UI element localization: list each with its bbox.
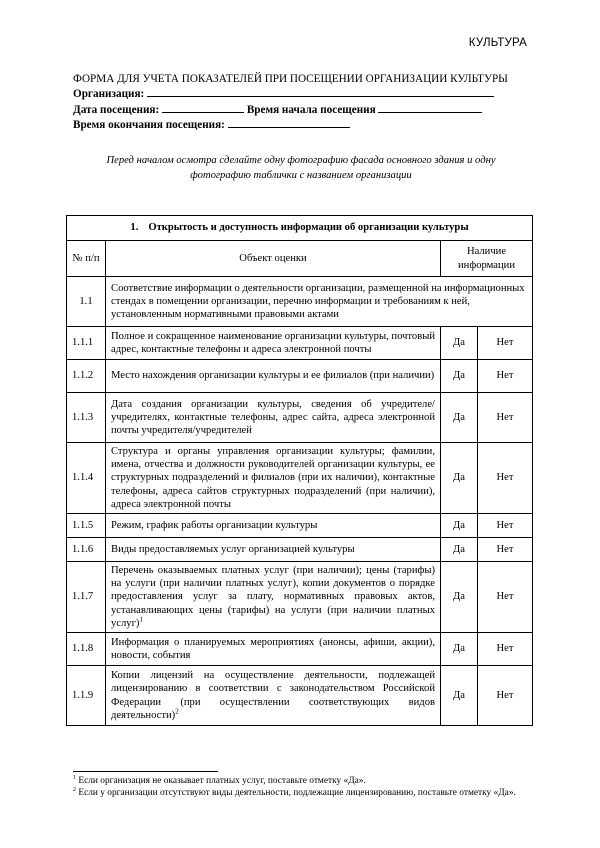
criterion-text: Виды предоставляемых услуг организацией культуры <box>111 543 355 555</box>
criterion-row <box>67 514 533 538</box>
form-header <box>73 72 533 132</box>
criterion-text: Дата создания организации культуры, сведения об учредителе/учредителях, контактные телефоны, адрес сайта, адреса электронной почты учредителя/учредителей <box>111 398 435 437</box>
answer-yes[interactable]: Да <box>441 633 478 666</box>
organization-field[interactable] <box>147 86 494 97</box>
criterion-num: 1.1.9 <box>67 666 106 726</box>
criterion-row <box>67 443 533 514</box>
criterion-text: Копии лицензий на осуществление деятельности, подлежащей лицензированию в соответствии с законодательством Российской Федерации (при осуществлении соответствующих видов деятельности) <box>111 670 435 721</box>
answer-no[interactable]: Нет <box>478 327 533 360</box>
answer-no[interactable]: Нет <box>478 666 533 726</box>
column-header-availability: Наличие информации <box>441 241 533 277</box>
footnote-2 <box>73 788 533 800</box>
criterion-text: Перечень оказываемых платных услуг (при наличии); цены (тарифы) на услуги (при наличии платных услуг), копии документов о порядке предоставления услуг за плату, нормативных правовых актов, устанавливающих цены (тарифы) на услуги (при наличии платных услуг) <box>111 565 435 629</box>
criterion-row <box>67 393 533 443</box>
answer-no[interactable]: Нет <box>478 393 533 443</box>
organization-line <box>73 86 533 101</box>
start-time-field[interactable] <box>378 102 482 113</box>
row-1-1 <box>67 277 533 327</box>
answer-no[interactable]: Нет <box>478 360 533 393</box>
answer-no[interactable]: Нет <box>478 514 533 538</box>
answer-no[interactable]: Нет <box>478 443 533 514</box>
criterion-text-cell <box>106 393 441 443</box>
answer-yes[interactable]: Да <box>441 327 478 360</box>
criterion-row <box>67 538 533 562</box>
organization-label: Организация: <box>73 88 145 101</box>
answer-yes[interactable]: Да <box>441 393 478 443</box>
footnotes <box>73 776 533 799</box>
criterion-row <box>67 633 533 666</box>
criterion-num: 1.1.6 <box>67 538 106 562</box>
footnote-2-mark: 2 <box>73 786 76 793</box>
criterion-text: Место нахождения организации культуры и ее филиалов (при наличии) <box>111 370 435 382</box>
column-header-object: Объект оценки <box>106 241 441 277</box>
footnote-1-text: Если организация не оказывает платных услуг, поставьте отметку «Да». <box>78 776 366 786</box>
criterion-text-cell <box>106 327 441 360</box>
row-1-1-num: 1.1 <box>67 277 106 327</box>
criterion-row <box>67 562 533 633</box>
criterion-text-cell <box>106 443 441 514</box>
criterion-text: Режим, график работы организации культуры <box>111 519 318 531</box>
criterion-text-cell <box>106 562 441 633</box>
answer-yes[interactable]: Да <box>441 538 478 562</box>
end-time-label: Время окончания посещения: <box>73 118 225 131</box>
section-header-row <box>67 216 533 241</box>
criterion-num: 1.1.5 <box>67 514 106 538</box>
criterion-text: Полное и сокращенное наименование организации культуры, почтовый адрес, контактные телефоны и адреса электронной почты <box>111 330 435 355</box>
row-1-1-text: Соответствие информации о деятельности организации, размещенной на информационных стендах в помещении организации, перечню информации и требованиям к ней, установленным нормативными правовыми актами <box>106 277 533 327</box>
criterion-text-cell <box>106 360 441 393</box>
answer-no[interactable]: Нет <box>478 538 533 562</box>
start-time-label: Время начала посещения <box>246 103 376 116</box>
answer-yes[interactable]: Да <box>441 562 478 633</box>
criteria-rows <box>67 327 533 726</box>
category-header: КУЛЬТУРА <box>468 37 527 49</box>
criterion-text: Информация о планируемых мероприятиях (анонсы, афиши, акции), новости, события <box>111 636 435 662</box>
footnote-1 <box>73 776 533 788</box>
footnote-2-text: Если у организации отсутствуют виды деятельности, подлежащие лицензированию, поставьте отметку «Да». <box>78 787 516 798</box>
footnote-ref: 1 <box>139 615 143 624</box>
criterion-row <box>67 360 533 393</box>
criterion-text-cell <box>106 514 441 538</box>
section-title <box>67 216 533 241</box>
criterion-text-cell <box>106 538 441 562</box>
footnote-1-mark: 1 <box>73 774 76 781</box>
answer-yes[interactable]: Да <box>441 666 478 726</box>
criterion-num: 1.1.8 <box>67 633 106 666</box>
footnote-divider <box>73 771 218 772</box>
criterion-num: 1.1.7 <box>67 562 106 633</box>
answer-yes[interactable]: Да <box>441 514 478 538</box>
answer-no[interactable]: Нет <box>478 633 533 666</box>
visit-date-label: Дата посещения: <box>73 103 160 116</box>
answer-yes[interactable]: Да <box>441 443 478 514</box>
answer-yes[interactable]: Да <box>441 360 478 393</box>
criterion-num: 1.1.3 <box>67 393 106 443</box>
answer-no[interactable]: Нет <box>478 562 533 633</box>
section-title-text: Открытость и доступность информации об организации культуры <box>148 222 469 234</box>
criterion-text-cell <box>106 666 441 726</box>
criterion-row <box>67 327 533 360</box>
footnote-ref: 2 <box>175 707 179 716</box>
evaluation-table <box>66 215 533 726</box>
criterion-text-cell <box>106 633 441 666</box>
criterion-num: 1.1.2 <box>67 360 106 393</box>
criterion-num: 1.1.1 <box>67 327 106 360</box>
form-title: ФОРМА ДЛЯ УЧЕТА ПОКАЗАТЕЛЕЙ ПРИ ПОСЕЩЕНИИ ОРГАНИЗАЦИИ КУЛЬТУРЫ <box>73 73 508 85</box>
end-time-line <box>73 117 533 132</box>
column-header-num: № п/п <box>67 241 106 277</box>
photo-instruction: Перед началом осмотра сделайте одну фотографию фасада основного здания и одну фотографию таблички с названием организации <box>106 155 496 181</box>
visit-date-line <box>73 102 533 117</box>
criterion-row <box>67 666 533 726</box>
end-time-field[interactable] <box>228 117 350 128</box>
visit-date-field[interactable] <box>162 102 244 113</box>
criterion-num: 1.1.4 <box>67 443 106 514</box>
column-header-row <box>67 241 533 277</box>
criterion-text: Структура и органы управления организации культуры; фамилии, имена, отчества и должности руководителей организации культуры, ее структурных подразделений и филиалов (при их наличии), контактные телефоны, адреса сайтов структурных подразделений (при наличии), адреса электронной почты <box>111 446 435 510</box>
section-number: 1. <box>130 222 139 234</box>
